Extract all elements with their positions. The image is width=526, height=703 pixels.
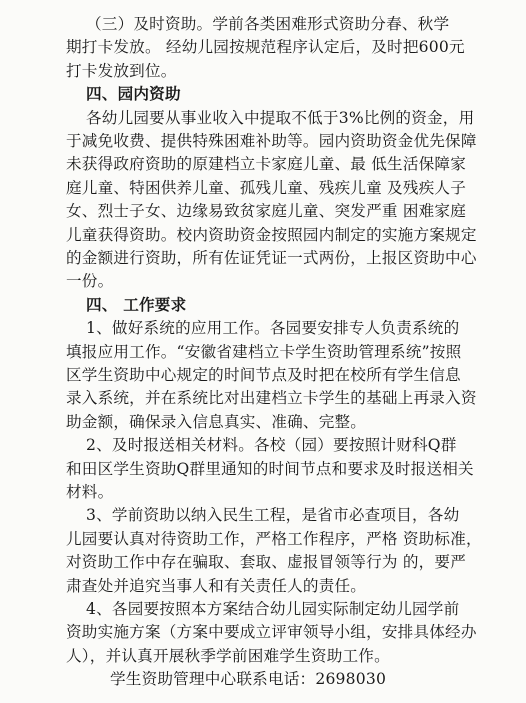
text-line: 未获得政府资助的原建档立卡家庭儿童、最 低生活保障家 (66, 155, 467, 174)
text-line: 儿园要认真对待资助工作，严格工作程序，严格 资助标准， (66, 529, 482, 548)
text-line: 人），并认真开展秋季学前困难学生资助工作。 (66, 646, 390, 665)
text-line: 和田区学生资助Q群里通知的时间节点和要求及时报送相关 (66, 459, 474, 478)
text-line: 一份。 (66, 272, 114, 291)
text-line: 庭儿童、特困供养儿童、孤残儿童、残疾儿童 及残疾人子 (66, 178, 467, 197)
text-line: （三）及时资助。学前各类困难形式资助分春、秋学 (86, 15, 450, 33)
text-line: 儿童获得资助。校内资助资金按照园内制定的实施方案规定 (66, 225, 477, 244)
text-line: 区学生资助中心规定的时间节点及时把在校所有学生信息 (66, 366, 461, 384)
section-heading: 四、园内资助 (86, 84, 181, 104)
text-line: 2、及时报送相关材料。各校（园）要按照计财科Q群 (86, 436, 457, 455)
text-line: 各幼儿园要从事业收入中提取不低于3%比例的资金，用 (86, 108, 475, 127)
text-line: 女、烈士子女、边缘易致贫家庭儿童、突发严重 困难家庭 (66, 202, 467, 221)
text-line: 录入系统，并在系统比对出建档立卡学生的基础上再录入资 (66, 389, 477, 408)
text-line: 对资助工作中存在骗取、套取、虚报冒领等行为 的，要严 (66, 553, 467, 572)
text-line: 4、各园要按照本方案结合幼儿园实际制定幼儿园学前 (86, 600, 460, 618)
section-heading: 四、 工作要求 (86, 294, 187, 314)
text-line: 期打卡发放。 经幼儿园按规范程序认定后，及时把600元 (66, 38, 465, 57)
text-line: 材料。 (66, 483, 114, 501)
text-line: 3、学前资助以纳入民生工程，是省市必查项目，各幼 (86, 506, 460, 525)
text-line: 资助实施方案（方案中要成立评审领导小组，安排具体经办 (66, 623, 477, 642)
text-line: 填报应用工作。“安徽省建档立卡学生资助管理系统”按照 (66, 342, 462, 361)
text-line: 1、做好系统的应用工作。各园要安排专人负责系统的 (86, 319, 460, 338)
text-line: 的金额进行资助，所有佐证凭证一式两份，上报区资助中心 (66, 249, 477, 267)
text-line: 肃查处并追究当事人和有关责任人的责任。 (66, 576, 367, 595)
text-line: 打卡发放到位。 (66, 61, 177, 80)
text-line: 于减免收费、提供特殊困难补助等。园内资助资金优先保障 (66, 132, 477, 150)
contact-line: 学生资助管理中心联系电话：2698030 (110, 670, 387, 689)
text-line: 助金额，确保录入信息真实、准确、完整。 (66, 412, 367, 431)
